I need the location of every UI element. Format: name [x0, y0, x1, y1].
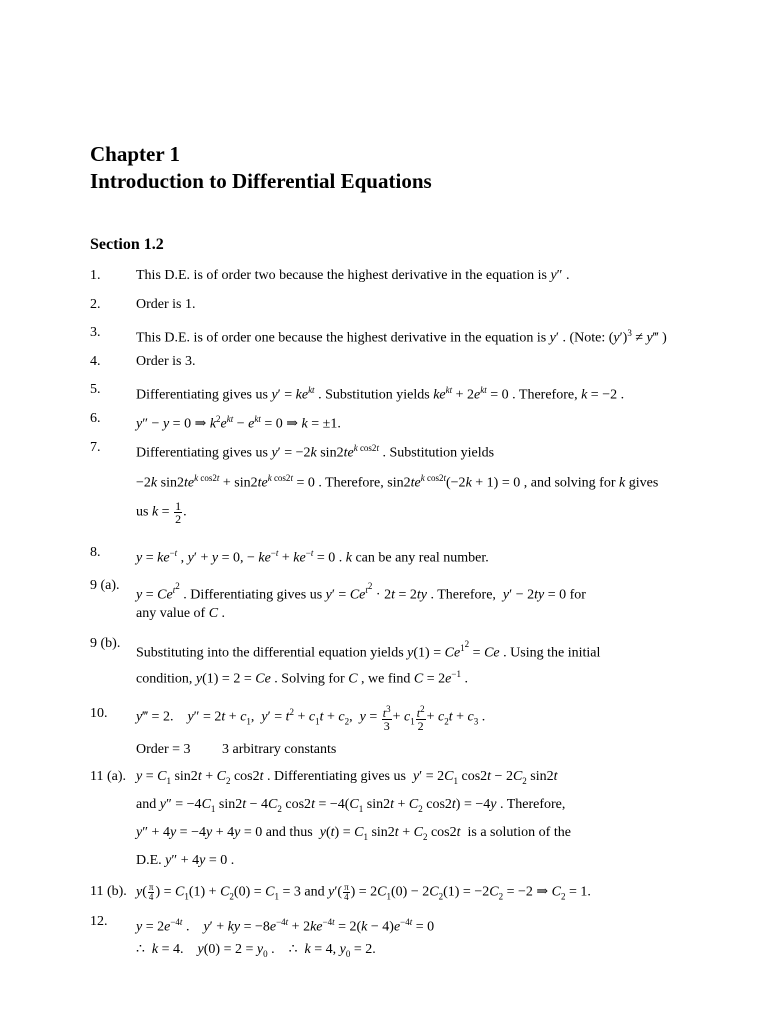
item-number: 11 (a). — [90, 769, 127, 784]
item-line: D.E. y″ + 4y = 0 . — [136, 853, 235, 868]
item-line: This D.E. is of order two because the highest derivative in the equation is y″ . — [136, 268, 570, 283]
chapter-name: Introduction to Differential Equations — [90, 169, 432, 193]
item-line: y″ − y = 0 ⇒ $k^2e^{kt} - e^{kt} = 0$ ⇒ k = ±1. — [136, 414, 341, 432]
item-number: 10. — [90, 706, 108, 721]
item-line: Order is 3. — [136, 354, 196, 369]
item-number: 1. — [90, 268, 101, 283]
item-number: 9 (b). — [90, 636, 121, 651]
item-number: 4. — [90, 354, 101, 369]
item-line: any value of C . — [136, 606, 226, 621]
fraction: $\frac{t^2}{2}$ — [416, 703, 425, 733]
fraction: $\frac{\pi}{4}$ — [344, 882, 349, 902]
item-line: y″ + 4y = −4y + 4y = 0 and thus $y(t) = C_1$ $\sin 2t + C_2$ cos2t is a solution of the — [136, 825, 571, 842]
section-heading: Section 1.2 — [90, 236, 164, 253]
fraction: $\frac{\pi}{4}$ — [148, 882, 154, 902]
item-line: −2k $\sin 2te^{k cos2t} + \sin 2te^{k cos2t} = 0$ . Therefore, $\sin 2te^{k cos2t}(-2k + 1) = 0$ , and solving for k gives — [136, 473, 659, 491]
item-number: 8. — [90, 545, 101, 560]
item-line: $y = ke^{-t}$ , y′ + y = 0, − $ke^{-t} + ke^{-t} = 0$ . k can be any real number. — [136, 548, 489, 566]
fraction: $\frac{t^3}{3}$ — [382, 703, 391, 733]
chapter-title — [90, 141, 432, 195]
item-number: 5. — [90, 382, 101, 397]
item-line: Substituting into the differential equation yields $y(1) = Ce^{1^2} = Ce$ . Using the initial — [136, 639, 601, 661]
item-number: 7. — [90, 440, 101, 455]
item-line: and $y'' = -4C_1$ $\sin 2t - 4C_2$ $\cos 2t = -4(C_1$ $\sin 2t + C_2$ cos2t) = −4y . Therefore, — [136, 797, 566, 814]
item-line: $y = C_1$ $\sin 2t + C_2$ cos2t . Differentiating gives us $y' = 2C_1$ $\cos 2t - 2C_2$ sin2t — [136, 769, 558, 786]
item-number: 12. — [90, 914, 108, 929]
item-number: 11 (b). — [90, 884, 127, 899]
item-line: condition, y(1) = 2 = Ce . Solving for C , we find $C = 2e^{-1}$ . — [136, 669, 468, 687]
item-line: Differentiating gives us y′ = −2k $\sin 2te^{k cos2t}$ . Substitution yields — [136, 443, 495, 461]
item-line: y( $\frac{\pi}{4}$ ) = $C_1(1) + C_2(0) = C_1 = 3$ and y′( $\frac{\pi}{4}$ ) = $2C_1(0) - 2C_2(1) = -2C_2 = -2$ ⇒ $C_2 = 1$. — [136, 882, 591, 902]
item-line: This D.E. is of order one because the highest derivative in the equation is y′ . (Note: $(y')^3$ ≠ y‴ ) — [136, 328, 667, 346]
item-line: $y = 2e^{-4t}$ . y′ + ky = $-8e^{-4t} + 2ke^{-4t} = 2(k - 4)e^{-4t} = 0$ — [136, 917, 435, 935]
item-number: 3. — [90, 325, 101, 340]
fraction: $\frac{1}{2}$ — [175, 499, 182, 526]
item-line: ∴ k = 4. $y(0) = 2 = y_0$ . ∴ k = 4, $y_0 = 2$. — [136, 942, 376, 959]
item-line: $y = Ce^{t^2}$ . Differentiating gives us $y' = Ce^{t^2} \cdot 2t = 2ty$ . Therefore, y′ − 2ty = 0 for — [136, 581, 586, 603]
item-number: 6. — [90, 411, 101, 426]
item-line: Order = 3 3 arbitrary constants — [136, 742, 337, 757]
item-number: 9 (a). — [90, 578, 120, 593]
item-line: us k = $\frac{1}{2}$ . — [136, 499, 187, 526]
item-line: Order is 1. — [136, 297, 196, 312]
item-number: 2. — [90, 297, 101, 312]
chapter-number: Chapter 1 — [90, 142, 181, 166]
item-line: y‴ = 2. $y'' = 2t + c_1$, $y' = t^2 + c_1t + c_2$, y = $\frac{t^3}{3}$ + $c_1$ $\frac{t^2}{2}$ + $c_2t + c_3$ . — [136, 703, 486, 733]
item-line: Differentiating gives us $y' = ke^{kt}$ . Substitution yields $ke^{kt} + 2e^{kt} = 0$ . Therefore, k = −2 . — [136, 385, 625, 403]
